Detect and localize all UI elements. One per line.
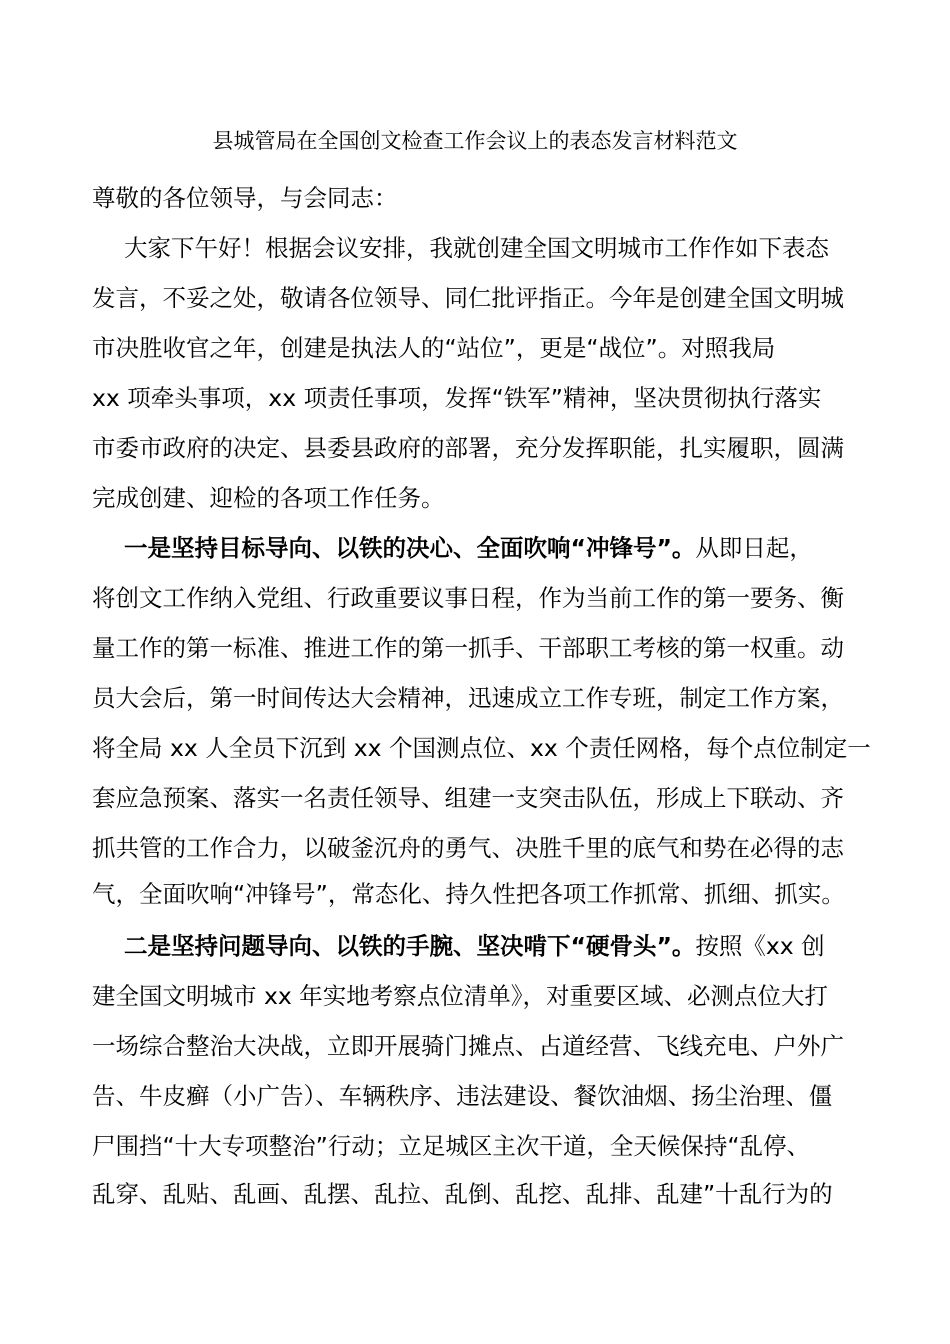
paragraph-line: 气，全面吹响“冲锋号”，常态化、持久性把各项工作抓常、抓细、抓实。 (92, 880, 845, 908)
paragraph-line: 市决胜收官之年，创建是执法人的“站位”，更是“战位”。对照我局 (92, 334, 776, 362)
paragraph-line: 将全局 xx 人全员下沉到 xx 个国测点位、xx 个责任网格，每个点位制定一 (92, 734, 871, 762)
paragraph-line: 发言，不妥之处，敬请各位领导、同仁批评指正。今年是创建全国文明城 (92, 284, 844, 312)
paragraph-text: 从即日起， (695, 534, 813, 562)
paragraph-line: 量工作的第一标准、推进工作的第一抓手、干部职工考核的第一权重。动 (92, 634, 844, 662)
paragraph-line: 大家下午好！根据会议安排，我就创建全国文明城市工作作如下表态 (124, 234, 829, 262)
paragraph-line: 抓共管的工作合力，以破釜沉舟的勇气、决胜千里的底气和势在必得的志 (92, 834, 844, 862)
paragraph-line: 告、牛皮癣（小广告）、车辆秩序、违法建设、餐饮油烟、扬尘治理、僵 (92, 1082, 833, 1110)
paragraph-line: 完成创建、迎检的各项工作任务。 (92, 484, 445, 512)
document-title: 县城管局在全国创文检查工作会议上的表态发言材料范文 (212, 129, 738, 153)
paragraph-first-line (124, 532, 813, 564)
paragraph-line: 市委市政府的决定、县委县政府的部署，充分发挥职能，扎实履职，圆满 (92, 434, 844, 462)
paragraph-line: 乱穿、乱贴、乱画、乱摆、乱拉、乱倒、乱挖、乱排、乱建”十乱行为的 (92, 1180, 833, 1208)
paragraph-heading: 一是坚持目标导向、以铁的决心、全面吹响“冲锋号”。 (124, 534, 696, 562)
paragraph-heading: 二是坚持问题导向、以铁的手腕、坚决啃下“硬骨头”。 (124, 932, 696, 960)
salutation: 尊敬的各位领导，与会同志： (92, 184, 398, 212)
paragraph-text: 按照《xx 创 (695, 932, 825, 960)
paragraph-line: 一场综合整治大决战，立即开展骑门摊点、占道经营、飞线充电、户外广 (92, 1032, 844, 1060)
paragraph-line: 员大会后，第一时间传达大会精神，迅速成立工作专班，制定工作方案， (92, 684, 844, 712)
paragraph-line: 尸围挡“十大专项整治”行动；立足城区主次干道，全天候保持“乱停、 (92, 1132, 811, 1160)
paragraph-first-line (124, 930, 825, 962)
paragraph-line: xx 项牵头事项，xx 项责任事项，发挥“铁军”精神，坚决贯彻执行落实 (92, 384, 822, 412)
paragraph-line: 建全国文明城市 xx 年实地考察点位清单》，对重要区域、必测点位大打 (92, 982, 829, 1010)
paragraph-line: 套应急预案、落实一名责任领导、组建一支突击队伍，形成上下联动、齐 (92, 784, 844, 812)
paragraph-line: 将创文工作纳入党组、行政重要议事日程，作为当前工作的第一要务、衡 (92, 584, 844, 612)
